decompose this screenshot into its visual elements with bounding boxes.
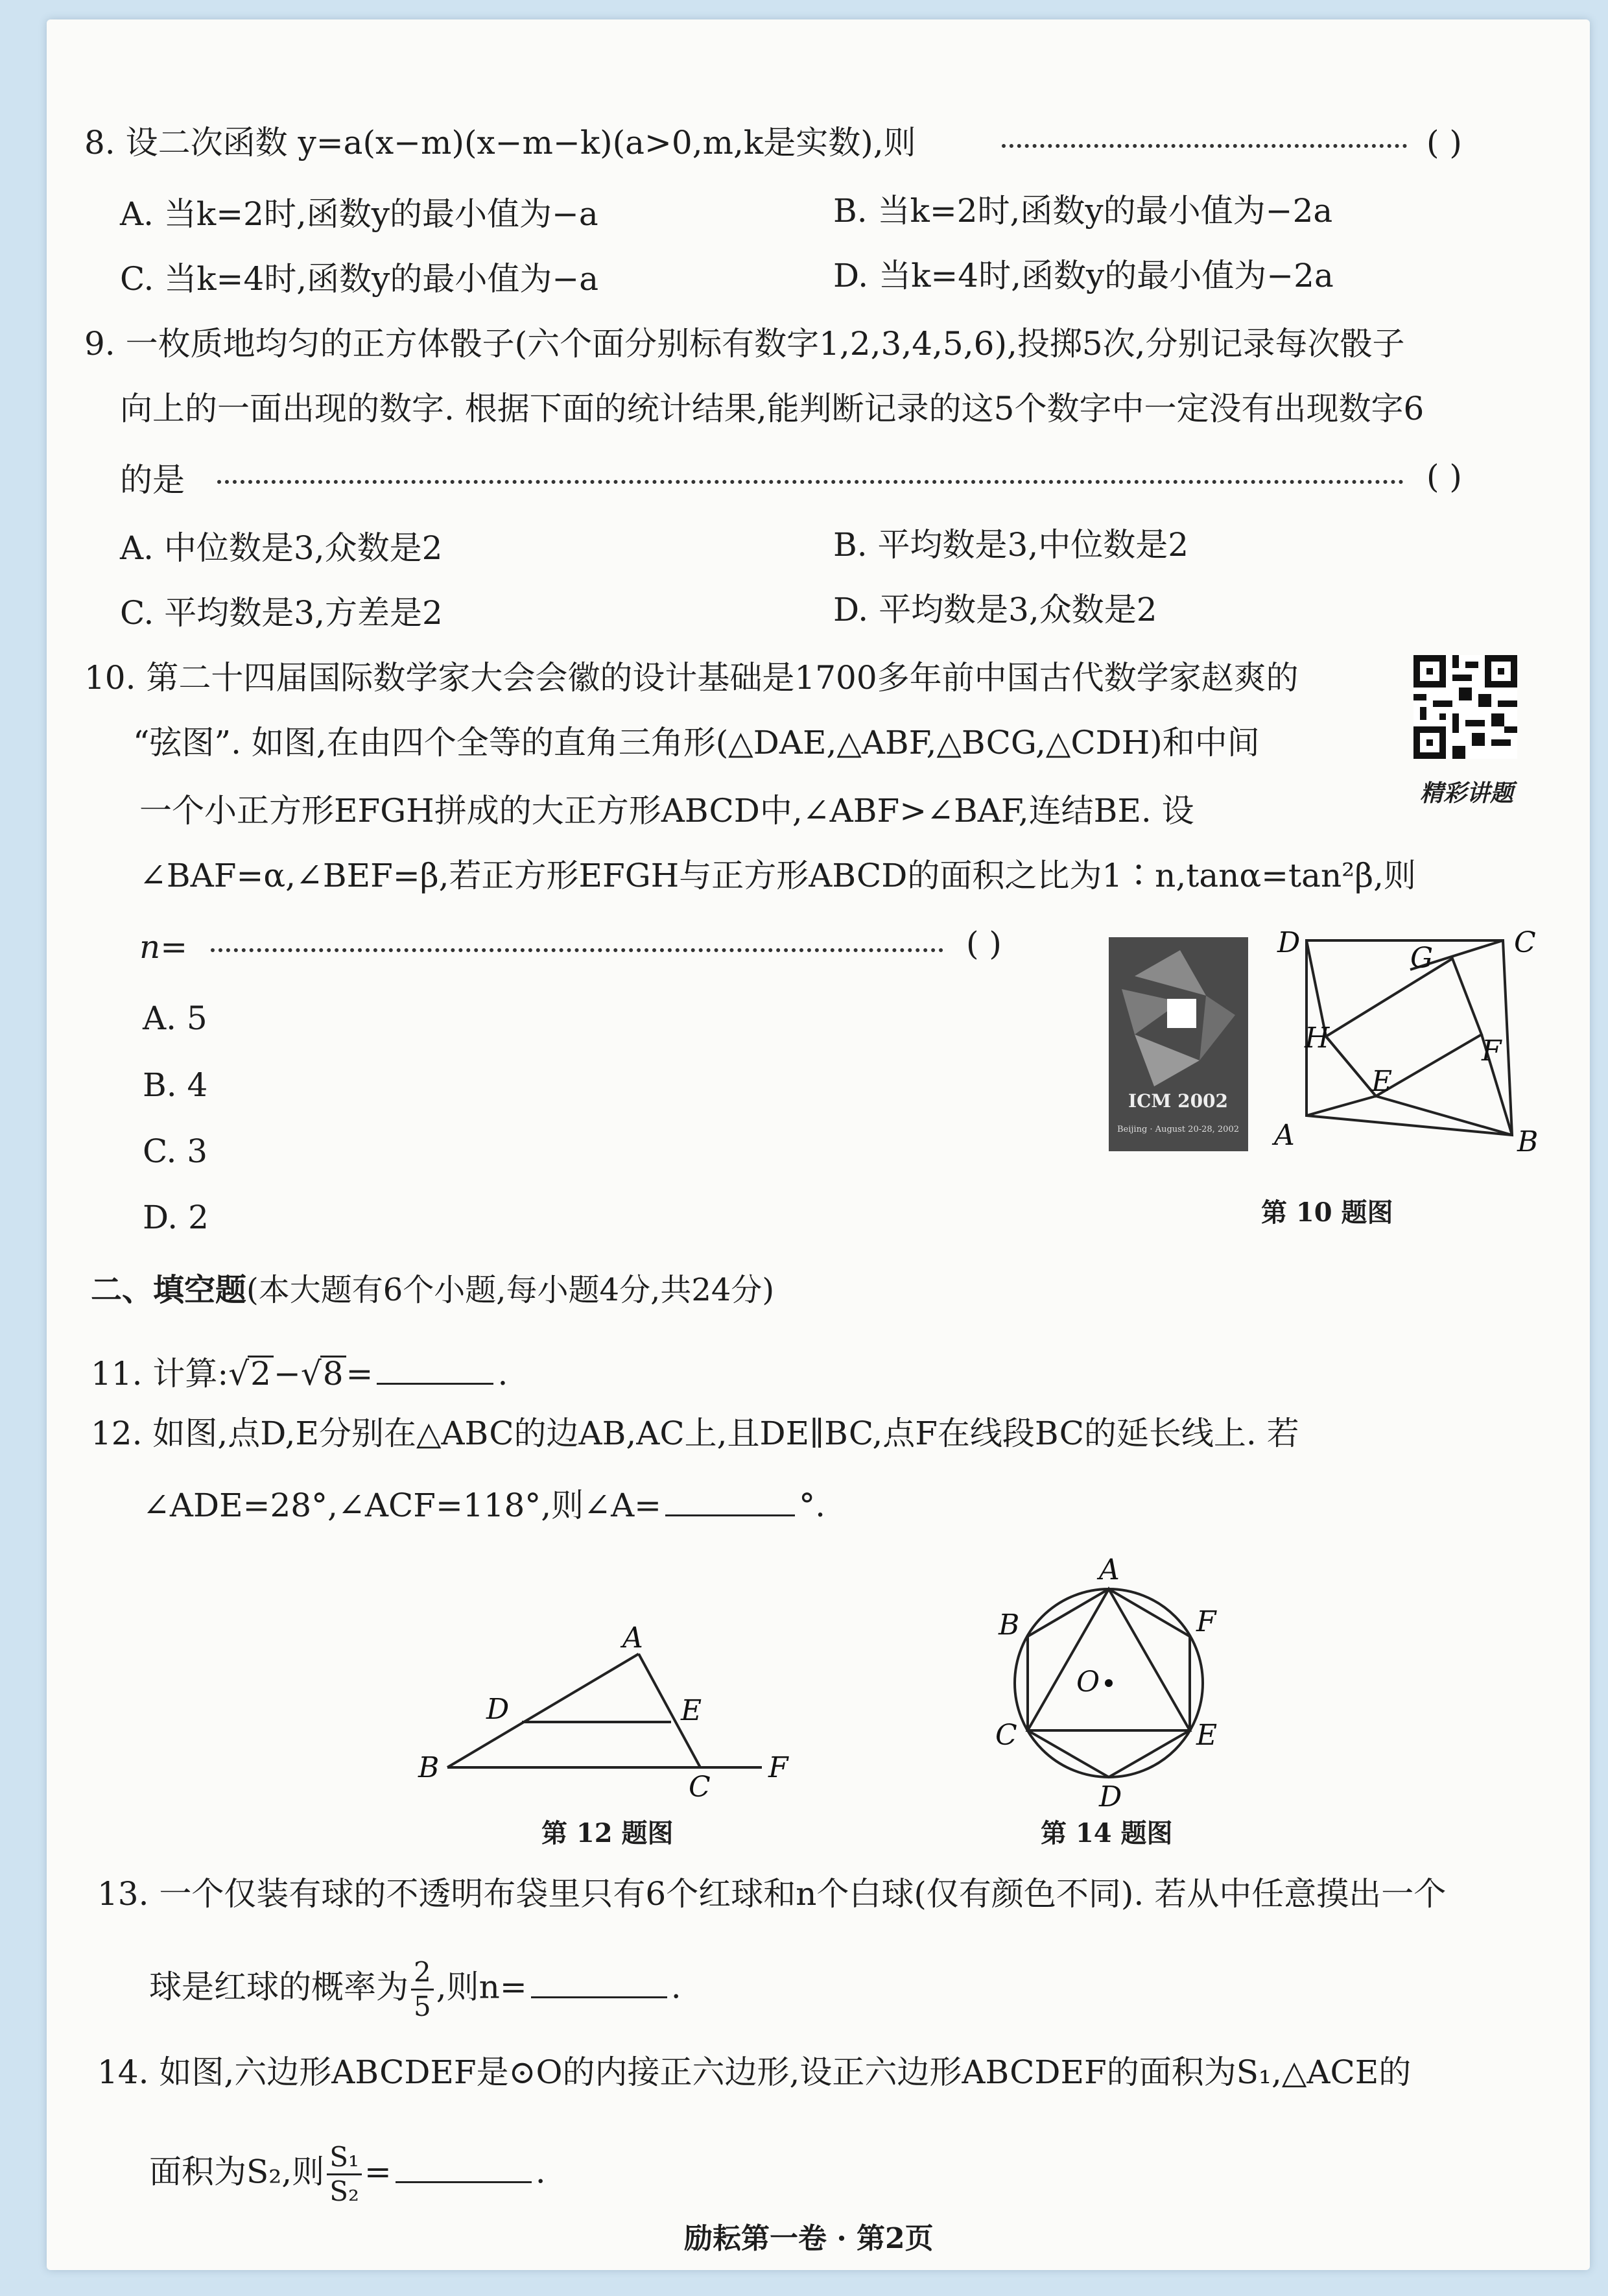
segment-ae <box>1306 1096 1376 1116</box>
q10-figure-xiantu <box>1258 921 1543 1174</box>
logo-title: ICM 2002 <box>1128 1090 1229 1112</box>
q12-figure-triangle <box>408 1608 798 1803</box>
label-d: D <box>1099 1780 1122 1810</box>
label-a: A <box>1099 1553 1120 1586</box>
q11-equals: = <box>346 1355 373 1393</box>
section2-heading <box>91 1274 774 1306</box>
q10-figure-caption: 第 10 题图 <box>1261 1197 1393 1228</box>
label-g: G <box>1410 942 1434 975</box>
q10-option-b: B. 4 <box>143 1066 208 1104</box>
q14-fraction-den: S₂ <box>329 2175 359 2207</box>
q13-fraction <box>411 1956 434 2022</box>
q10-line3: 一个小正方形EFGH拼成的大正方形ABCD中,∠ABF>∠BAF,连结BE. 设 <box>139 792 1194 830</box>
q13-fraction-num: 2 <box>411 1959 434 1991</box>
q9-option-d: D. 平均数是3,众数是2 <box>833 591 1157 628</box>
q10-option-a: A. 5 <box>143 999 207 1037</box>
icm2002-logo-image <box>1109 937 1248 1151</box>
q12-line1: 12. 如图,点D,E分别在△ABC的边AB,AC上,且DE∥BC,点F在线段BC的延长线上. 若 <box>91 1415 1299 1452</box>
label-f: F <box>1196 1605 1216 1638</box>
label-e: E <box>1371 1065 1393 1098</box>
q10-line1: 10. 第二十四届国际数学家大会会徽的设计基础是1700多年前中国古代数学家赵爽的 <box>84 659 1299 697</box>
label-a: A <box>622 1621 643 1655</box>
label-c: C <box>1514 926 1536 959</box>
q9-option-a: A. 中位数是3,众数是2 <box>120 529 443 567</box>
q11-radicand-2: 8 <box>320 1356 346 1390</box>
q13-line2-mid: ,则n= <box>436 1968 527 2006</box>
label-b: B <box>999 1608 1020 1642</box>
q14-line1: 14. 如图,六边形ABCDEF是⊙O的内接正六边形,设正六边形ABCDEF的面积为S₁,△ACE的 <box>97 2053 1412 2091</box>
label-b: B <box>1517 1125 1539 1158</box>
q9-line2: 向上的一面出现的数字. 根据下面的统计结果,能判断记录的这5个数字中一定没有出现数字6 <box>120 390 1425 427</box>
qr-code-icon[interactable] <box>1413 655 1517 759</box>
q10-leader-dots <box>211 948 943 952</box>
q11-end: . <box>497 1355 508 1393</box>
label-e: E <box>1196 1719 1218 1752</box>
q12-line2 <box>143 1489 825 1522</box>
q13-fraction-den: 5 <box>414 1991 431 2022</box>
q11-line: 11. 计算:√2−√8= . <box>91 1355 508 1393</box>
q13-end: . <box>670 1968 681 2006</box>
label-a: A <box>1274 1119 1295 1152</box>
square-efgh <box>1326 959 1482 1096</box>
q8-answer-bracket: ( ) <box>1426 124 1462 161</box>
q10-answer-bracket: ( ) <box>966 925 1002 963</box>
q14-fraction-num: S₁ <box>327 2144 362 2175</box>
q10-line4: ∠BAF=α,∠BEF=β,若正方形EFGH与正方形ABCD的面积之比为1∶n,tanα=tan²β,则 <box>139 857 1416 894</box>
q13-line2 <box>149 1956 681 2022</box>
q10-option-d: D. 2 <box>143 1199 209 1236</box>
q13-line1: 13. 一个仅装有球的不透明布袋里只有6个红球和n个白球(仅有颜色不同). 若从中任意摸出一个 <box>97 1875 1447 1913</box>
q8-stem: 8. 设二次函数 y=a(x−m)(x−m−k)(a>0,m,k是实数),则 <box>84 124 916 161</box>
q12-answer-blank[interactable] <box>665 1489 795 1516</box>
q13-answer-blank[interactable] <box>531 1970 667 1998</box>
q8-option-a: A. 当k=2时,函数y的最小值为−a <box>120 195 598 233</box>
q11-minus: − <box>273 1355 301 1393</box>
q12-line2-end: °. <box>799 1487 825 1524</box>
q14-figure-caption: 第 14 题图 <box>1041 1818 1173 1848</box>
label-f: F <box>768 1751 788 1784</box>
label-b: B <box>418 1751 440 1784</box>
q14-answer-blank[interactable] <box>396 2155 532 2183</box>
q8-option-c: C. 当k=4时,函数y的最小值为−a <box>120 260 599 298</box>
label-d: D <box>1277 926 1301 959</box>
label-d: D <box>486 1693 510 1726</box>
label-c: C <box>689 1771 711 1803</box>
q9-leader-dots <box>217 480 1404 484</box>
q8-leader-dots <box>1002 144 1407 148</box>
q10-line5: n= <box>139 928 188 966</box>
label-c: C <box>995 1719 1017 1752</box>
q8-option-b: B. 当k=2时,函数y的最小值为−2a <box>833 192 1333 230</box>
section2-note: (本大题有6个小题,每小题4分,共24分) <box>246 1272 775 1308</box>
q12-line2-text: ∠ADE=28°,∠ACF=118°,则∠A= <box>143 1487 662 1524</box>
q14-line2-text: 面积为S₂,则 <box>149 2153 325 2191</box>
q13-line2-text: 球是红球的概率为 <box>149 1968 408 2006</box>
q9-line1: 9. 一枚质地均匀的正方体骰子(六个面分别标有数字1,2,3,4,5,6),投掷5次,分别记录每次骰子 <box>84 325 1405 363</box>
q12-figure-caption: 第 12 题图 <box>541 1818 674 1848</box>
q11-prefix: 11. 计算: <box>91 1355 229 1393</box>
q14-equals: = <box>364 2153 392 2191</box>
qr-caption: 精彩讲题 <box>1420 780 1514 807</box>
q8-option-d: D. 当k=4时,函数y的最小值为−2a <box>833 257 1334 294</box>
q14-end: . <box>535 2153 546 2191</box>
q14-fraction <box>327 2141 362 2207</box>
side-ab <box>447 1654 639 1767</box>
q14-line2 <box>149 2141 546 2207</box>
q11-radicand-1: 2 <box>248 1356 274 1390</box>
label-o: O <box>1076 1666 1100 1699</box>
q14-figure-hexagon <box>979 1550 1238 1810</box>
label-h: H <box>1305 1022 1330 1055</box>
q10-option-c: C. 3 <box>143 1132 208 1170</box>
q9-option-c: C. 平均数是3,方差是2 <box>120 594 443 632</box>
section2-title: 二、填空题 <box>91 1272 247 1308</box>
q11-answer-blank[interactable] <box>377 1357 493 1385</box>
q9-answer-bracket: ( ) <box>1426 458 1462 496</box>
page-footer: 励耘第一卷 · 第2页 <box>684 2222 934 2255</box>
triangle-ace <box>1028 1589 1190 1730</box>
q9-option-b: B. 平均数是3,中位数是2 <box>833 526 1189 564</box>
logo-subtitle: Beijing · August 20-28, 2002 <box>1117 1125 1239 1134</box>
label-e: E <box>681 1694 702 1727</box>
q10-line2: “弦图”. 如图,在由四个全等的直角三角形(△DAE,△ABF,△BCG,△CDH)和中间 <box>133 724 1260 761</box>
q9-line3: 的是 <box>120 461 185 499</box>
label-f: F <box>1482 1034 1502 1068</box>
